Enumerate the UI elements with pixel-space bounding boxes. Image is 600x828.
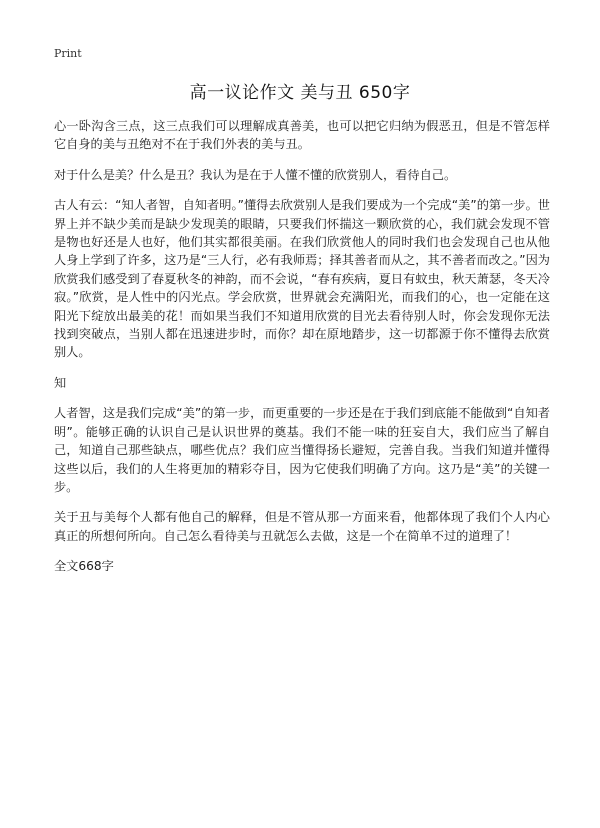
paragraph-4: 知 xyxy=(54,375,67,390)
paragraph-5: 人者智，这是我们完成“美”的第一步，而更重要的一步还是在于我们到底能不能做到“自知者明”。能够正确的认识自己是认识世界的奠基。我们不能一味的狂妄自大，我们应当了解自己，知道自己那些缺点，哪些优点？我们应当懂得扬长避短，完善自我。当我们知道并懂得这些以后，我们的人生将更加的精彩夺目，因为它使我们明确了方向。这乃是“美”的关键一步。 xyxy=(54,406,550,494)
paragraph-1: 心一卧沟含三点，这三点我们可以理解成真善美，也可以把它归纳为假恶丑，但是不管怎样它自身的美与丑绝对不在于我们外表的美与丑。 xyxy=(54,119,550,152)
article-body xyxy=(54,117,550,576)
print-link[interactable]: Print xyxy=(54,47,82,60)
document-title: 高一议论作文 美与丑 650字 xyxy=(189,83,411,103)
paragraph-3: 古人有云：“知人者智，自知者明。”懂得去欣赏别人是我们要成为一个完成“美”的第一步。世界上并不缺少美而是缺少发现美的眼睛，只要我们怀揣这一颗欣赏的心，我们就会发现不管是物也好还是人也好，他们其实都很美丽。在我们欣赏他人的同时我们也会发现自己也从他人身上学到了许多，这乃是“三人行，必有我师焉；择其善者而从之，其不善者而改之。”因为欣赏我们感受到了春夏秋冬的神韵，而不会说，“春有疾病，夏日有蚊虫，秋天萧瑟，冬天冷寂。”欣赏，是人性中的闪光点。学会欣赏，世界就会充满阳光，而我们的心，也一定能在这阳光下绽放出最美的花！而如果当我们不知道用欣赏的目光去看待别人时，你会发现你无法找到突破点，当别人都在迅速进步时，而你？却在原地踏步，这一切都源于你不懂得去欣赏别人。 xyxy=(54,198,550,360)
word-count: 全文668字 xyxy=(54,559,114,574)
paragraph-2: 对于什么是美？什么是丑？我认为是在于人懂不懂的欣赏别人，看待自己。 xyxy=(54,167,457,182)
paragraph-6: 关于丑与美每个人都有他自己的解释，但是不管从那一方面来看，他都体现了我们个人内心真正的所想何所向。自己怎么看待美与丑就怎么去做，这是一个在简单不过的道理了！ xyxy=(54,510,550,543)
